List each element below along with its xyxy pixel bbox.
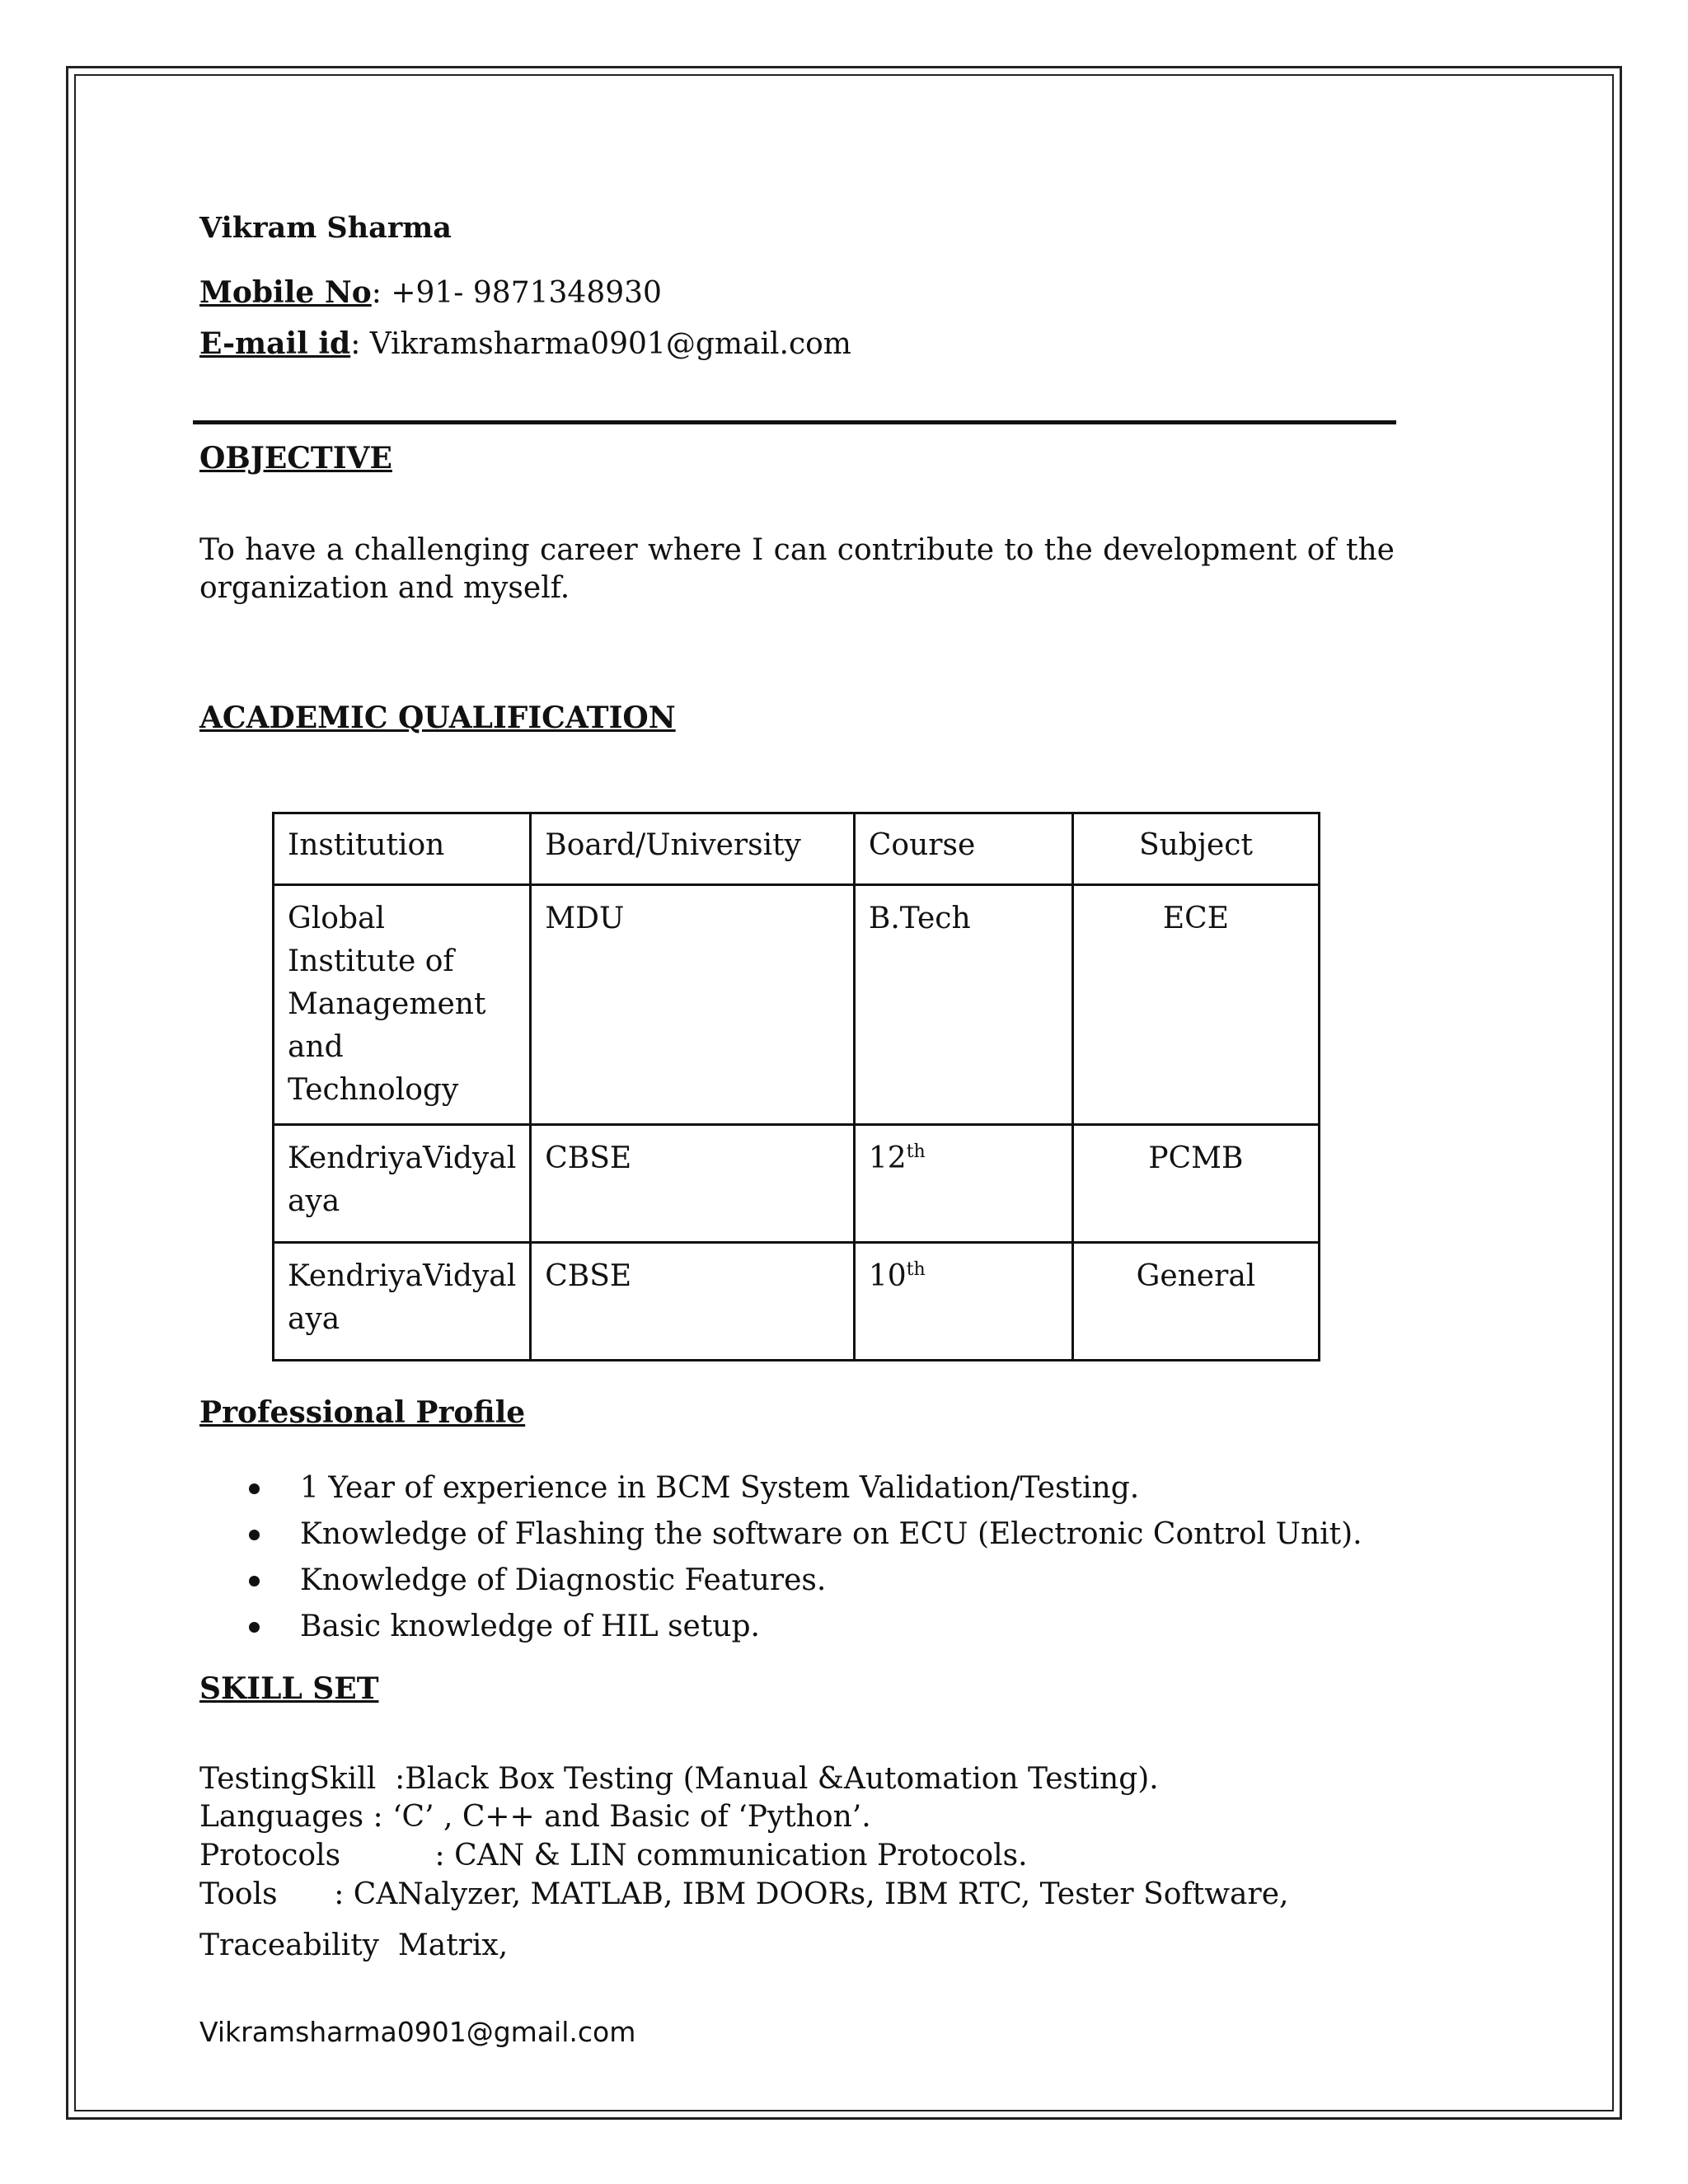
footer-email: Vikramsharma0901@gmail.com — [199, 2016, 636, 2048]
objective-text: To have a challenging career where I can contribute to the development of the organization and myself. — [199, 533, 1395, 605]
cell-institution: KendriyaVidyal aya — [274, 1243, 531, 1361]
cell-institution: Global Institute of Management and Technology — [274, 885, 531, 1125]
candidate-name: Vikram Sharma — [199, 211, 452, 245]
list-item: 1 Year of experience in BCM System Validation/Testing. — [199, 1465, 1362, 1511]
cell-subject: PCMB — [1072, 1125, 1319, 1243]
objective-heading: OBJECTIVE — [199, 441, 392, 476]
cell-course: 10th — [854, 1243, 1072, 1361]
mobile-line — [199, 275, 662, 310]
bullet-icon — [249, 1483, 260, 1494]
header-institution: Institution — [274, 813, 531, 885]
cell-subject: ECE — [1072, 885, 1319, 1125]
academic-table — [272, 812, 1320, 1361]
cell-board: MDU — [531, 885, 855, 1125]
bullet-icon — [249, 1530, 260, 1540]
list-item: Knowledge of Diagnostic Features. — [199, 1558, 1362, 1604]
mobile-label: Mobile No — [199, 275, 372, 310]
list-item: Knowledge of Flashing the software on ECU (Electronic Control Unit). — [199, 1511, 1362, 1558]
profile-list — [199, 1465, 1362, 1650]
bullet-icon — [249, 1622, 260, 1633]
skill-testing: TestingSkill :Black Box Testing (Manual &Automation Testing). — [199, 1762, 1159, 1796]
mobile-value: : +91- 9871348930 — [371, 276, 662, 310]
skill-tools: Tools : CANalyzer, MATLAB, IBM DOORs, IBM RTC, Tester Software, — [199, 1877, 1289, 1911]
skill-protocols: Protocols : CAN & LIN communication Protocols. — [199, 1839, 1028, 1872]
email-line — [199, 326, 851, 361]
table-row — [274, 1243, 1320, 1361]
table-header-row — [274, 813, 1320, 885]
profile-heading: Professional Profile — [199, 1395, 526, 1430]
bullet-icon — [249, 1576, 260, 1586]
header-board: Board/University — [531, 813, 855, 885]
cell-subject: General — [1072, 1243, 1319, 1361]
skill-languages: Languages : ‘C’ , C++ and Basic of ‘Python’. — [199, 1800, 871, 1834]
cell-institution: KendriyaVidyal aya — [274, 1125, 531, 1243]
cell-board: CBSE — [531, 1125, 855, 1243]
skill-tools-cont: Traceability Matrix, — [199, 1929, 509, 1962]
cell-course: 12th — [854, 1125, 1072, 1243]
email-label: E-mail id — [199, 326, 351, 361]
skills-heading: SKILL SET — [199, 1671, 379, 1706]
header-subject: Subject — [1072, 813, 1319, 885]
academic-heading: ACADEMIC QUALIFICATION — [199, 701, 676, 735]
cell-course: B.Tech — [854, 885, 1072, 1125]
list-item: Basic knowledge of HIL setup. — [199, 1604, 1362, 1650]
header-course: Course — [854, 813, 1072, 885]
header-divider — [193, 420, 1396, 424]
table-row — [274, 885, 1320, 1125]
email-value: : Vikramsharma0901@gmail.com — [350, 327, 851, 361]
table-row — [274, 1125, 1320, 1243]
cell-board: CBSE — [531, 1243, 855, 1361]
